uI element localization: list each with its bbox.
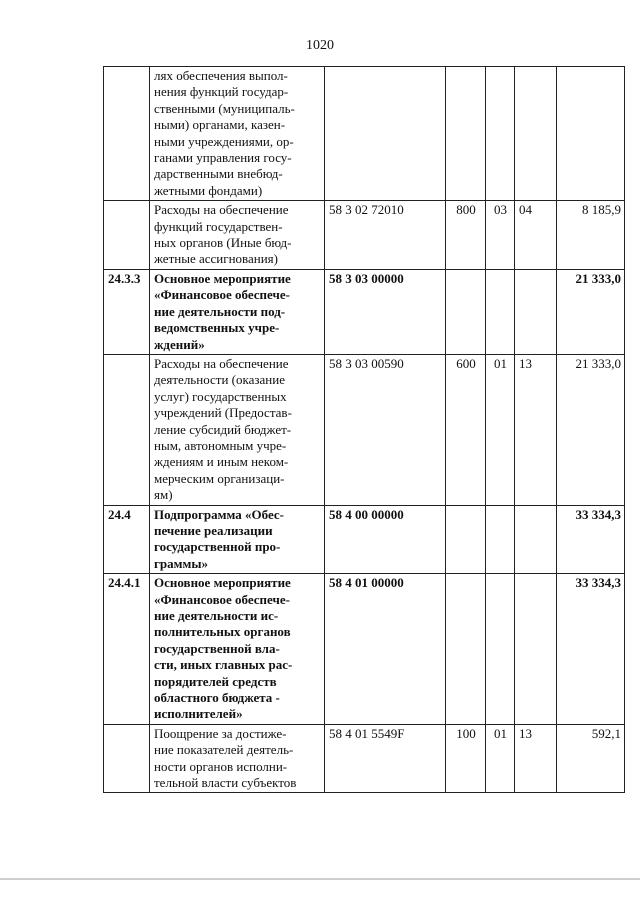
cell-name-line: сти, иных главных рас- (154, 657, 293, 673)
cell-target-article: 58 4 01 00000 (325, 574, 446, 725)
cell-section: 03 (486, 201, 515, 270)
cell-section (486, 574, 515, 725)
cell-name (150, 354, 325, 505)
cell-name-line: жетные ассигнования) (154, 251, 278, 267)
cell-subsection (515, 269, 557, 354)
table-row (104, 67, 625, 201)
cell-name-line: ние показателей деятель- (154, 742, 294, 758)
cell-expense-type (446, 67, 486, 201)
cell-name-line: ние деятельности под- (154, 303, 286, 319)
cell-name-line: дарственными внебюд- (154, 166, 283, 182)
cell-number: 24.4.1 (104, 574, 150, 725)
cell-subsection: 04 (515, 201, 557, 270)
cell-name-line: жетными фондами) (154, 182, 263, 198)
cell-name-line: порядителей средств (154, 673, 277, 689)
cell-name-line: печение реализации (154, 522, 273, 538)
table-row (104, 269, 625, 354)
cell-target-article: 58 4 00 00000 (325, 505, 446, 574)
cell-amount: 592,1 (557, 724, 625, 793)
cell-target-article: 58 3 02 72010 (325, 201, 446, 270)
cell-name (150, 201, 325, 270)
cell-subsection (515, 574, 557, 725)
cell-name-line: ведомственных учре- (154, 320, 280, 336)
cell-name-line: граммы» (154, 555, 208, 571)
cell-expense-type (446, 505, 486, 574)
cell-section: 01 (486, 354, 515, 505)
cell-name (150, 505, 325, 574)
cell-number (104, 201, 150, 270)
cell-name-line: ям) (154, 487, 173, 503)
cell-name-line: ственными (муниципаль- (154, 100, 295, 116)
cell-name-line: ности органов исполни- (154, 758, 288, 774)
cell-name-line: Основное мероприятие (154, 575, 291, 591)
cell-section: 01 (486, 724, 515, 793)
cell-target-article: 58 4 01 5549F (325, 724, 446, 793)
scan-edge-divider (0, 878, 640, 880)
table-row (104, 505, 625, 574)
cell-name-line: мерческим организаци- (154, 470, 285, 486)
cell-amount: 8 185,9 (557, 201, 625, 270)
cell-amount: 21 333,0 (557, 354, 625, 505)
cell-section (486, 505, 515, 574)
cell-name-line: нения функций государ- (154, 84, 289, 100)
cell-expense-type: 100 (446, 724, 486, 793)
cell-subsection: 13 (515, 724, 557, 793)
cell-name-line: исполнителей» (154, 706, 243, 722)
cell-expense-type (446, 269, 486, 354)
cell-amount: 21 333,0 (557, 269, 625, 354)
cell-name-line: ганами управления госу- (154, 150, 292, 166)
cell-subsection: 13 (515, 354, 557, 505)
cell-name-line: Подпрограмма «Обес- (154, 506, 285, 522)
cell-name-line: ждениям и иным неком- (154, 454, 289, 470)
cell-name-line: деятельности (оказание (154, 372, 285, 388)
cell-amount: 33 334,3 (557, 574, 625, 725)
cell-name-line: Основное мероприятие (154, 270, 291, 286)
cell-name (150, 724, 325, 793)
cell-name-line: учреждений (Предостав- (154, 405, 292, 421)
page-number: 1020 (306, 38, 334, 53)
cell-name-line: лях обеспечения выпол- (154, 68, 288, 83)
cell-expense-type: 600 (446, 354, 486, 505)
budget-table-body (104, 67, 625, 793)
cell-name-line: Расходы на обеспечение (154, 355, 289, 371)
cell-name (150, 67, 325, 201)
cell-name-line: полнительных органов (154, 624, 291, 640)
cell-name-line: «Финансовое обеспече- (154, 287, 290, 303)
cell-name-line: тельной власти субъектов (154, 775, 297, 791)
cell-section (486, 269, 515, 354)
cell-name-line: ждений» (154, 336, 205, 352)
cell-section (486, 67, 515, 201)
table-row (104, 574, 625, 725)
table-row (104, 354, 625, 505)
cell-name-line: Расходы на обеспечение (154, 202, 289, 218)
cell-number (104, 354, 150, 505)
cell-name-line: ние деятельности ис- (154, 608, 279, 623)
cell-name-line: государственной вла- (154, 640, 280, 656)
cell-name (150, 269, 325, 354)
cell-name-line: ными учреждениями, ор- (154, 133, 294, 149)
cell-target-article (325, 67, 446, 201)
cell-subsection (515, 505, 557, 574)
cell-name-line: ными) органами, казен- (154, 117, 286, 133)
cell-name-line: ным, автономным учре- (154, 437, 287, 453)
cell-number: 24.4 (104, 505, 150, 574)
cell-number (104, 67, 150, 201)
cell-subsection (515, 67, 557, 201)
cell-expense-type: 800 (446, 201, 486, 270)
table-row (104, 724, 625, 793)
cell-target-article: 58 3 03 00590 (325, 354, 446, 505)
cell-number: 24.3.3 (104, 269, 150, 354)
cell-name-line: ление субсидий бюджет- (154, 421, 292, 437)
cell-amount: 33 334,3 (557, 505, 625, 574)
cell-expense-type (446, 574, 486, 725)
cell-target-article: 58 3 03 00000 (325, 269, 446, 354)
cell-name-line: «Финансовое обеспече- (154, 591, 290, 607)
cell-number (104, 724, 150, 793)
cell-amount (557, 67, 625, 201)
cell-name-line: областного бюджета - (154, 690, 280, 706)
table-row (104, 201, 625, 270)
cell-name (150, 574, 325, 725)
cell-name-line: Поощрение за достиже- (154, 725, 287, 741)
budget-table (103, 66, 625, 793)
cell-name-line: ных органов (Иные бюд- (154, 235, 292, 251)
cell-name-line: услуг) государственных (154, 388, 287, 404)
cell-name-line: функций государствен- (154, 218, 283, 234)
cell-name-line: государственной про- (154, 539, 281, 555)
